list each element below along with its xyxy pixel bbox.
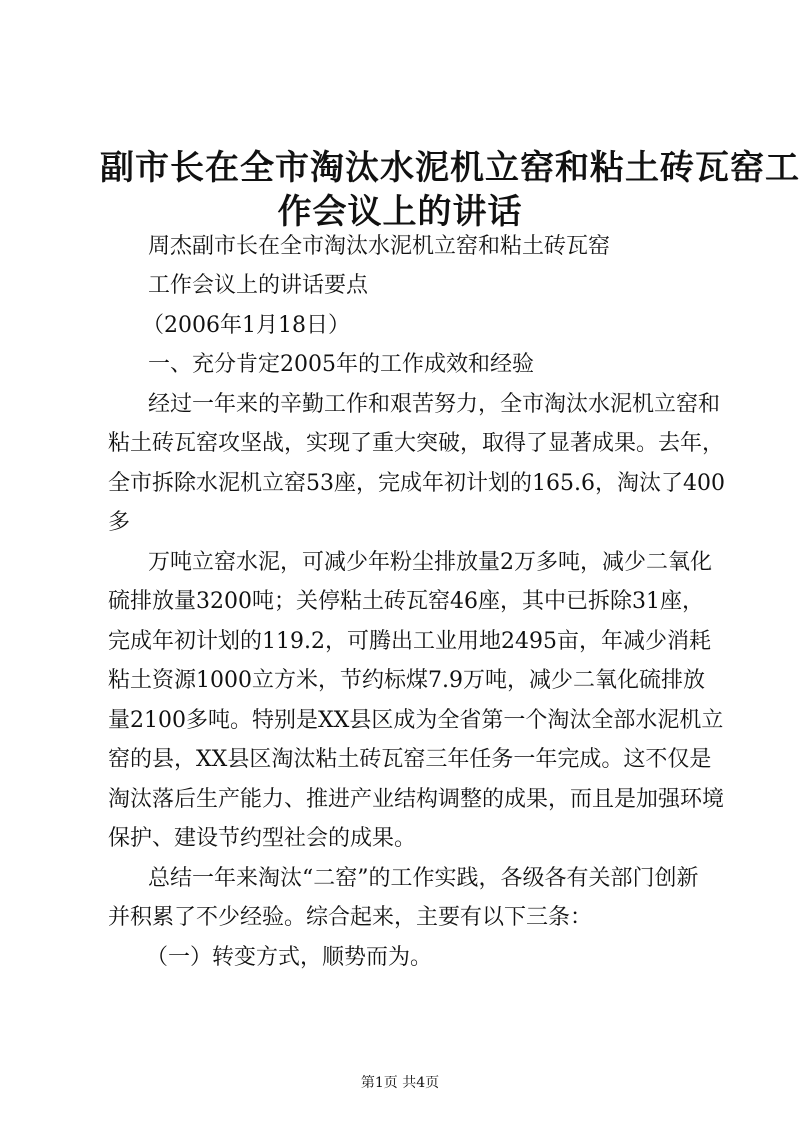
- paragraph-line: 多: [108, 510, 131, 535]
- paragraph-line: 保护、建设节约型社会的成果。: [108, 826, 417, 851]
- paragraph-line: 全市拆除水泥机立窑53座，完成年初计划的165.6，淘汰了400: [108, 471, 725, 496]
- paragraph-line: 并积累了不少经验。综合起来，主要有以下三条：: [108, 905, 593, 930]
- paragraph-line: 周杰副市长在全市淘汰水泥机立窑和粘土砖瓦窑: [148, 234, 611, 259]
- paragraph-line: 窑的县，XX县区淘汰粘土砖瓦窑三年任务一年完成。这不仅是: [108, 747, 712, 772]
- section-heading: 一、充分肯定2005年的工作成效和经验: [148, 352, 534, 377]
- page-footer: 第1页 共4页: [360, 1075, 440, 1091]
- paragraph-line: 总结一年来淘汰“二窑”的工作实践，各级各有关部门创新: [148, 866, 699, 891]
- document-title-line-2: 作会议上的讲话: [277, 192, 523, 232]
- document-title-line-1: 副市长在全市淘汰水泥机立窑和粘土砖瓦窑工: [100, 148, 800, 188]
- paragraph-line: 经过一年来的辛勤工作和艰苦努力，全市淘汰水泥机立窑和: [148, 392, 721, 417]
- paragraph-line: 量2100多吨。特别是XX县区成为全省第一个淘汰全部水泥机立: [108, 708, 724, 733]
- paragraph-line: 完成年初计划的119.2，可腾出工业用地2495亩，年减少消耗: [108, 629, 711, 654]
- subsection-heading: （一）转变方式，顺势而为。: [146, 945, 433, 970]
- paragraph-line: 硫排放量3200吨；关停粘土砖瓦窑46座，其中已拆除31座，: [108, 589, 704, 614]
- paragraph-line: 万吨立窑水泥，可减少年粉尘排放量2万多吨，减少二氧化: [148, 550, 712, 575]
- paragraph-line: 淘汰落后生产能力、推进产业结构调整的成果，而且是加强环境: [108, 787, 725, 812]
- paragraph-line: 粘土资源1000立方米，节约标煤7.9万吨，减少二氧化硫排放: [108, 668, 705, 693]
- paragraph-line: （2006年1月18日）: [142, 313, 350, 338]
- paragraph-line: 工作会议上的讲话要点: [148, 273, 369, 298]
- paragraph-line: 粘土砖瓦窑攻坚战，实现了重大突破，取得了显著成果。去年，: [108, 431, 725, 456]
